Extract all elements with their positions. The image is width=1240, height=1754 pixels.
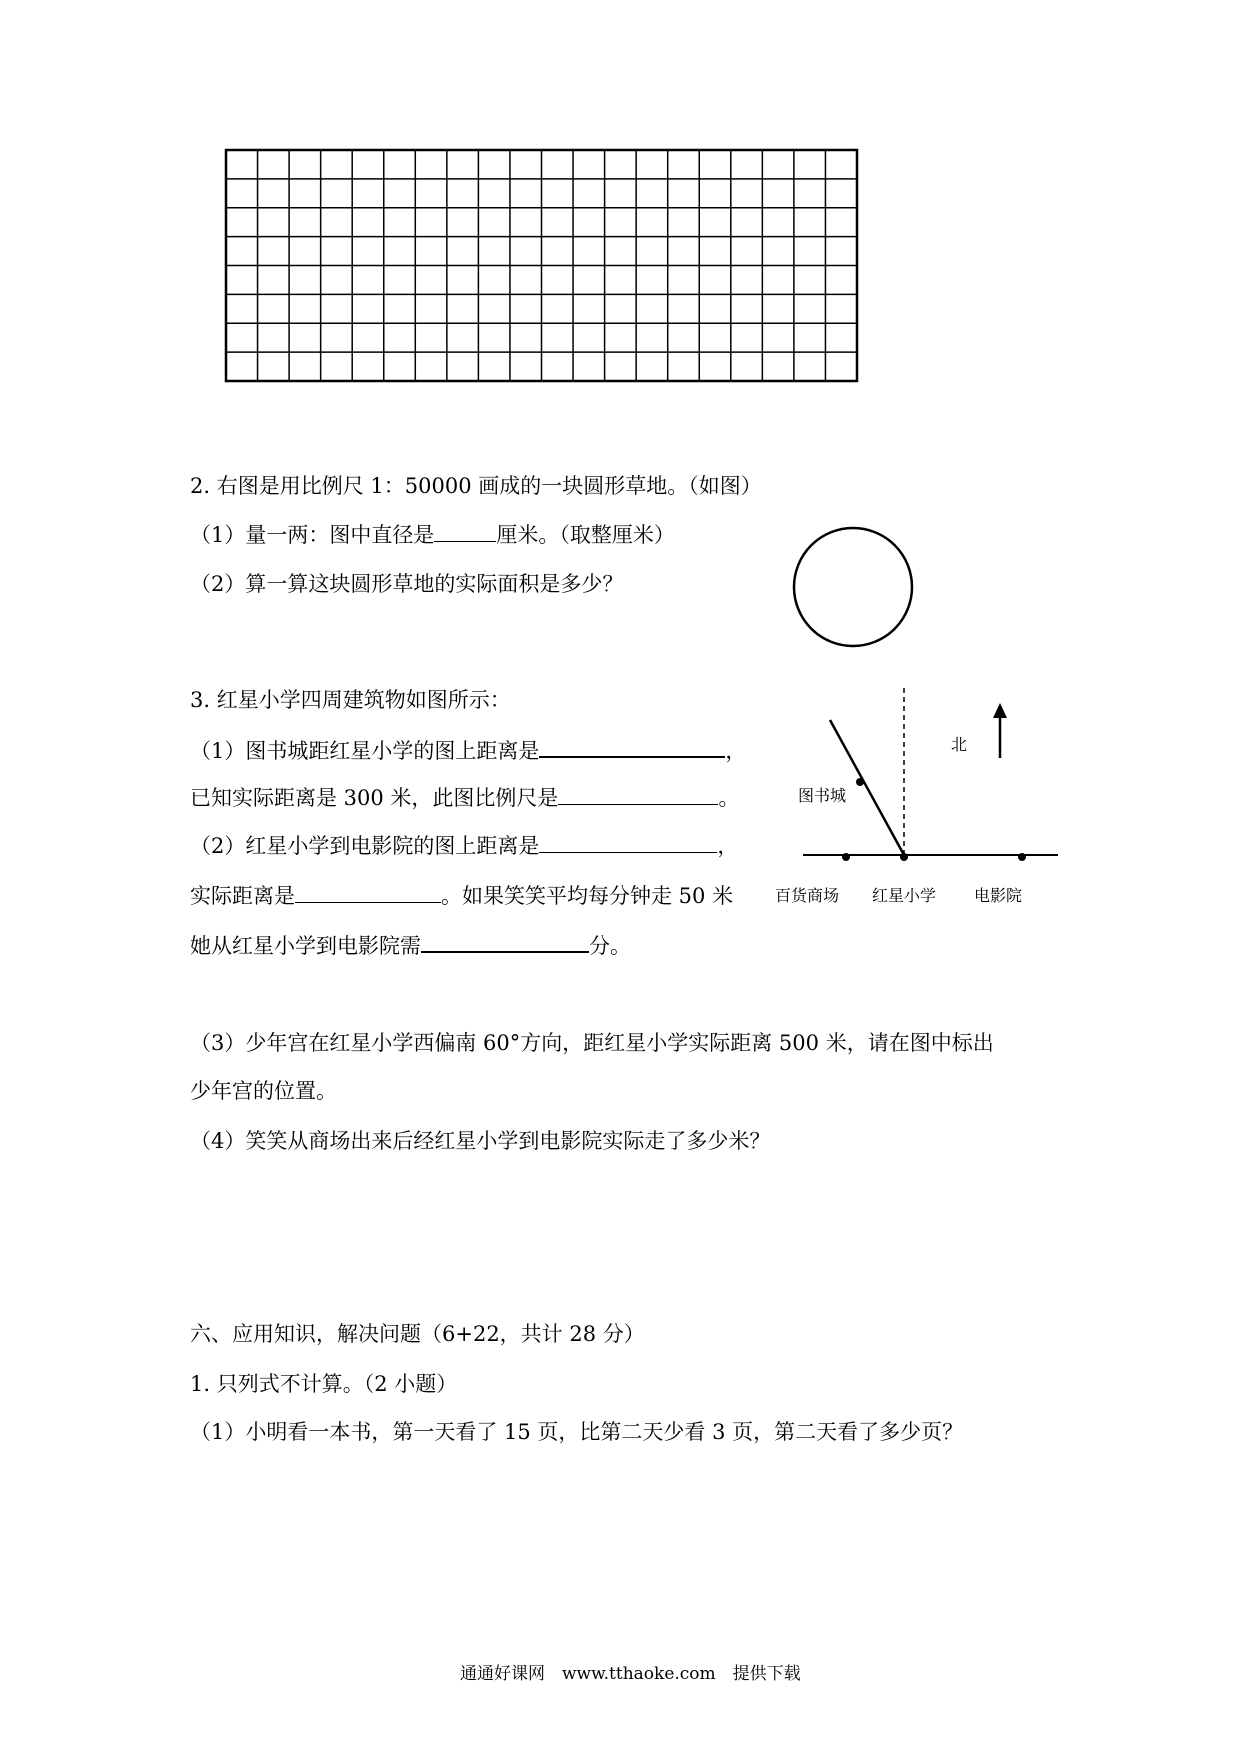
q3-part2-line1 <box>190 836 738 857</box>
school-point <box>900 853 908 861</box>
q2-title: 2. 右图是用比例尺 1：50000 画成的一块圆形草地。（如图） <box>190 474 762 498</box>
minutes-blank[interactable] <box>421 935 589 953</box>
direction-map <box>803 688 1058 861</box>
library-distance-blank[interactable] <box>539 740 725 758</box>
q3-title: 3. 红星小学四周建筑物如图所示： <box>190 688 511 712</box>
cinema-map-distance-blank[interactable] <box>539 836 717 853</box>
q3-part3-line1: （3）少年宫在红星小学西偏南 60°方向，距红星小学实际距离 500 米，请在图中标出 <box>190 1031 994 1055</box>
q3-part1-period: 。 <box>718 786 740 810</box>
scale-blank[interactable] <box>558 788 718 805</box>
q3-part2-line3 <box>190 935 631 957</box>
q3-part4: （4）笑笑从商场出来后经红星小学到电影院实际走了多少米？ <box>190 1129 771 1153</box>
q3-part3-line2: 少年宫的位置。 <box>190 1079 337 1103</box>
blank-grid <box>226 150 857 381</box>
q2-part1-tail: 厘米。（取整厘米） <box>496 523 675 547</box>
q3-part2-comma: ， <box>717 834 739 858</box>
cinema-label: 电影院 <box>974 886 1023 905</box>
store-label: 百货商场 <box>775 886 840 905</box>
q3-part2-text5: 分。 <box>589 934 631 958</box>
diameter-blank[interactable] <box>434 525 496 542</box>
q2-part1-text: （1）量一两：图中直径是 <box>190 523 435 547</box>
q3-part2-text4: 她从红星小学到电影院需 <box>190 934 421 958</box>
cinema-point <box>1018 853 1026 861</box>
library-label: 图书城 <box>798 786 847 805</box>
q3-part1-line1 <box>190 740 746 762</box>
library-point <box>856 778 864 786</box>
q3-part1-comma: ， <box>725 739 747 763</box>
q3-part2-text2: 实际距离是 <box>190 884 295 908</box>
q2-part1 <box>190 525 675 546</box>
section6-q1-part1: （1）小明看一本书，第一天看了 15 页，比第二天少看 3 页，第二天看了多少页？ <box>190 1420 964 1444</box>
q3-part2-line2 <box>190 886 733 907</box>
grass-circle <box>794 528 912 646</box>
north-arrow-icon <box>993 703 1007 718</box>
footer-text: 通通好课网 www.tthaoke.com 提供下载 <box>460 1664 801 1684</box>
actual-distance-blank[interactable] <box>295 886 441 903</box>
section6-title: 六、应用知识，解决问题（6+22，共计 28 分） <box>190 1322 645 1346</box>
q3-part1-text2: 已知实际距离是 300 米，此图比例尺是 <box>190 786 559 810</box>
q3-part2-text: （2）红星小学到电影院的图上距离是 <box>190 834 540 858</box>
q3-part1-text: （1）图书城距红星小学的图上距离是 <box>190 739 540 763</box>
q3-part2-text3: 。如果笑笑平均每分钟走 50 米 <box>441 884 734 908</box>
q2-part2: （2）算一算这块圆形草地的实际面积是多少？ <box>190 572 624 596</box>
store-point <box>842 853 850 861</box>
section6-q1-title: 1. 只列式不计算。（2 小题） <box>190 1372 458 1396</box>
school-label: 红星小学 <box>872 886 937 905</box>
q3-part1-line2 <box>190 788 739 809</box>
north-label: 北 <box>951 735 968 754</box>
